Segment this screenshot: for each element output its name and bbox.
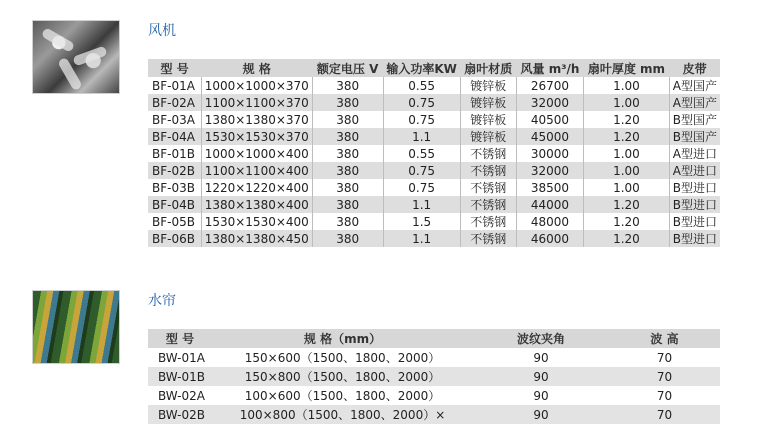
cell-belt: A型国产 (669, 77, 720, 94)
cell-model: BF-05B (148, 213, 201, 230)
cell-belt: A型国产 (669, 94, 720, 111)
cell-spec: 1380×1380×370 (201, 111, 312, 128)
cell-spec: 150×600（1500、1800、2000） (244, 351, 441, 365)
table-row (148, 145, 720, 162)
pad-section-title: 水帘 (148, 293, 176, 309)
cell-blade-thickness: 1.00 (584, 77, 670, 94)
cell-belt: B型进口 (669, 213, 720, 230)
cell-corrugation-angle: 90 (533, 350, 549, 365)
cell-blade-material: 不锈钢 (460, 230, 516, 247)
cell-belt: B型国产 (669, 111, 720, 128)
cell-wave-height: 70 (609, 367, 720, 386)
cell-airflow: 32000 (516, 162, 583, 179)
header-belt: 皮带 (669, 59, 720, 77)
cell-spec: 1530×1530×400 (201, 213, 312, 230)
table-row (148, 162, 720, 179)
cell-power: 0.55 (383, 77, 460, 94)
table-row (148, 405, 720, 424)
table-row (148, 386, 720, 405)
cell-blade-material: 不锈钢 (460, 213, 516, 230)
cell-voltage: 380 (312, 128, 383, 145)
header-airflow: 风量 m³/h (516, 59, 583, 77)
cell-airflow: 30000 (516, 145, 583, 162)
cell-blade-material: 不锈钢 (460, 196, 516, 213)
cell-voltage: 380 (312, 196, 383, 213)
cell-wave-height: 70 (656, 388, 673, 403)
cell-belt: B型进口 (669, 230, 720, 247)
cell-belt: B型进口 (669, 196, 720, 213)
cell-power: 1.1 (383, 230, 460, 247)
table-row (148, 77, 720, 94)
cell-airflow: 48000 (516, 213, 583, 230)
cell-voltage: 380 (312, 94, 383, 111)
cell-wave-height: 70 (609, 405, 720, 424)
cell-power: 0.75 (383, 94, 460, 111)
cell-belt: B型国产 (669, 128, 720, 145)
table-row (148, 213, 720, 230)
cell-airflow: 38500 (516, 179, 583, 196)
cell-power: 1.1 (383, 196, 460, 213)
cell-spec: 100×600（1500、1800、2000） (244, 389, 441, 403)
cell-model: BF-03B (148, 179, 201, 196)
cell-blade-thickness: 1.00 (584, 179, 670, 196)
cell-blade-material: 镀锌板 (460, 77, 516, 94)
cell-power: 0.75 (383, 179, 460, 196)
pad-table-header (148, 329, 720, 348)
cell-model: BW-01A (158, 350, 205, 365)
cell-corrugation-angle: 90 (473, 367, 609, 386)
cell-power: 0.75 (383, 111, 460, 128)
cell-corrugation-angle: 90 (533, 388, 549, 403)
cell-spec: 1530×1530×370 (201, 128, 312, 145)
cell-model: BF-03A (148, 111, 201, 128)
cell-airflow: 45000 (516, 128, 583, 145)
cell-blade-thickness: 1.20 (584, 196, 670, 213)
cell-blade-thickness: 1.00 (584, 94, 670, 111)
cell-blade-material: 镀锌板 (460, 128, 516, 145)
cell-voltage: 380 (312, 145, 383, 162)
cell-blade-material: 镀锌板 (460, 111, 516, 128)
cell-spec: 1100×1100×370 (201, 94, 312, 111)
fan-section-title: 风机 (148, 23, 176, 39)
fan-product-photo (32, 20, 120, 94)
cell-spec: 1000×1000×370 (201, 77, 312, 94)
cell-model: BF-01B (148, 145, 201, 162)
table-row (148, 111, 720, 128)
cell-spec: 1220×1220×400 (201, 179, 312, 196)
cell-blade-thickness: 1.20 (584, 230, 670, 247)
cell-voltage: 380 (312, 179, 383, 196)
cell-wave-height: 70 (656, 350, 673, 365)
cell-airflow: 44000 (516, 196, 583, 213)
table-row (148, 179, 720, 196)
cell-model: BF-06B (148, 230, 201, 247)
cell-power: 0.55 (383, 145, 460, 162)
fan-table-header (148, 59, 720, 77)
cooling-pad-product-photo (32, 290, 120, 364)
header-spec: 规 格（mm） (212, 329, 473, 348)
cell-model: BF-04B (148, 196, 201, 213)
cell-airflow: 40500 (516, 111, 583, 128)
cell-model: BW-01B (148, 367, 212, 386)
table-row (148, 196, 720, 213)
cell-model: BW-02B (148, 405, 212, 424)
cell-model: BF-04A (148, 128, 201, 145)
cell-belt: B型进口 (669, 179, 720, 196)
cell-voltage: 380 (312, 162, 383, 179)
cell-blade-thickness: 1.00 (584, 162, 670, 179)
cell-power: 0.75 (383, 162, 460, 179)
cell-spec: 1000×1000×400 (201, 145, 312, 162)
cell-corrugation-angle: 90 (473, 405, 609, 424)
header-spec: 规 格 (201, 59, 312, 77)
table-row (148, 128, 720, 145)
header-voltage: 额定电压 V (312, 59, 383, 77)
header-model: 型 号 (148, 59, 201, 77)
header-blade-thickness: 扇叶厚度 mm (584, 59, 670, 77)
cell-spec: 1380×1380×450 (201, 230, 312, 247)
cell-blade-thickness: 1.20 (584, 128, 670, 145)
fan-spec-table (148, 59, 720, 247)
cell-blade-material: 不锈钢 (460, 145, 516, 162)
cell-airflow: 26700 (516, 77, 583, 94)
cell-model: BF-02A (148, 94, 201, 111)
cell-blade-thickness: 1.20 (584, 111, 670, 128)
cell-blade-material: 不锈钢 (460, 162, 516, 179)
cell-spec: 150×800（1500、1800、2000） (212, 367, 473, 386)
cell-airflow: 32000 (516, 94, 583, 111)
cell-voltage: 380 (312, 111, 383, 128)
header-model: 型 号 (148, 329, 212, 348)
cell-power: 1.1 (383, 128, 460, 145)
cell-airflow: 46000 (516, 230, 583, 247)
table-row (148, 230, 720, 247)
cell-model: BW-02A (158, 388, 205, 403)
cell-model: BF-02B (148, 162, 201, 179)
cell-spec: 1100×1100×400 (201, 162, 312, 179)
cell-spec: 1380×1380×400 (201, 196, 312, 213)
header-blade-material: 扇叶材质 (460, 59, 516, 77)
cell-belt: A型进口 (669, 145, 720, 162)
cell-blade-material: 不锈钢 (460, 179, 516, 196)
header-corrugation-angle: 波纹夹角 (473, 329, 609, 348)
cell-belt: A型进口 (669, 162, 720, 179)
cell-blade-thickness: 1.00 (584, 145, 670, 162)
header-power: 输入功率KW (383, 59, 460, 77)
cell-voltage: 380 (312, 77, 383, 94)
cell-voltage: 380 (312, 213, 383, 230)
cell-blade-thickness: 1.20 (584, 213, 670, 230)
cell-blade-material: 镀锌板 (460, 94, 516, 111)
header-wave-height: 波 高 (609, 329, 720, 348)
cell-power: 1.5 (383, 213, 460, 230)
table-row (148, 94, 720, 111)
cell-spec: 100×800（1500、1800、2000）× (212, 405, 473, 424)
cell-voltage: 380 (312, 230, 383, 247)
table-row (148, 367, 720, 386)
pad-spec-table (148, 329, 720, 424)
cell-model: BF-01A (148, 77, 201, 94)
table-row (148, 348, 720, 367)
